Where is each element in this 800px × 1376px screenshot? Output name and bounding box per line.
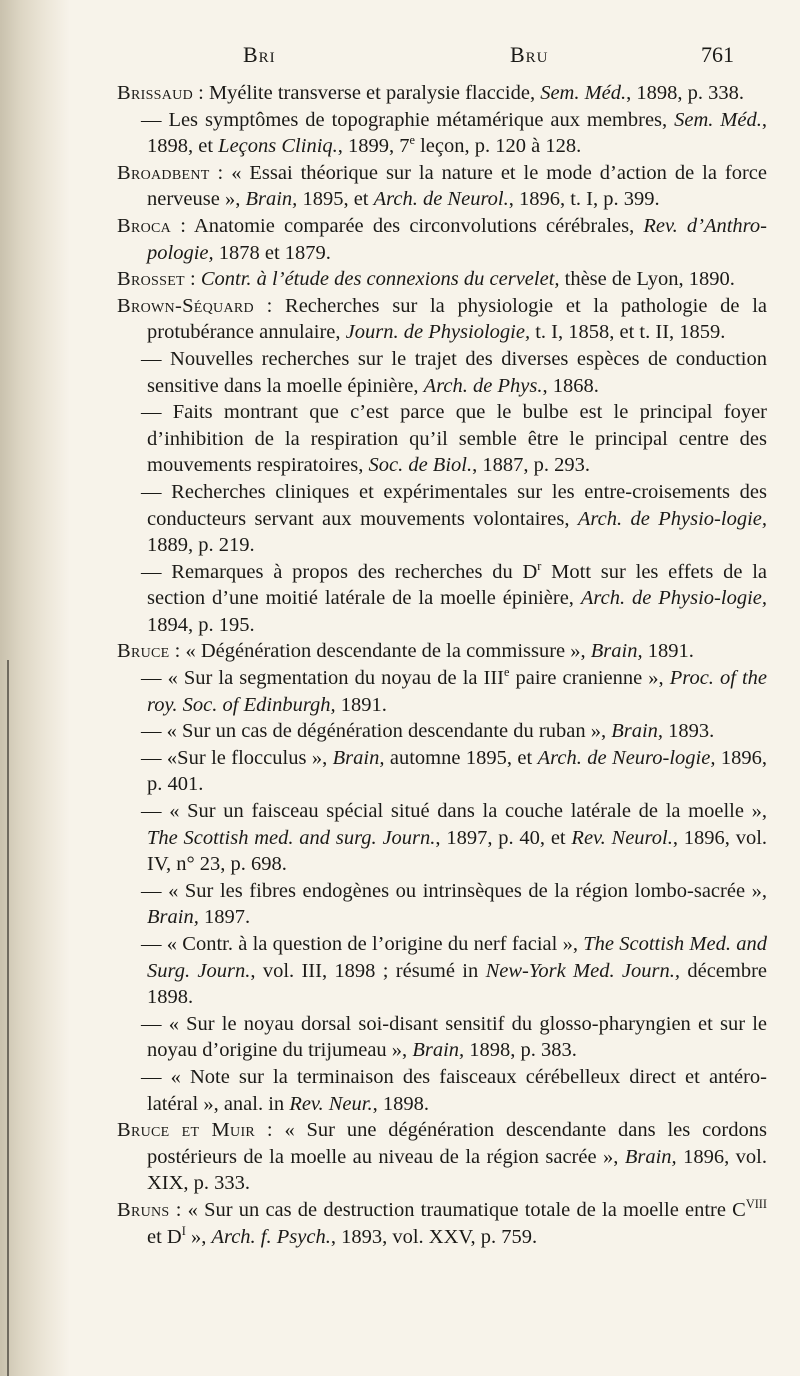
- bib-subentry: [117, 718, 767, 745]
- bibliography-list: [117, 80, 767, 1250]
- superscript: r: [537, 558, 542, 573]
- page-number: 761: [701, 42, 734, 67]
- superscript: e: [504, 665, 510, 680]
- citation-title: Arch. de Neurol.: [373, 188, 509, 211]
- entry-text: , vol. III, 1898 ; résumé in: [250, 959, 486, 982]
- entry-text: 1898, p. 383.: [464, 1039, 577, 1062]
- entry-text: leçon, p. 120 à 128.: [414, 135, 582, 158]
- citation-title: Sem. Méd.: [674, 108, 762, 131]
- header-right-index: Bru: [510, 42, 549, 67]
- superscript: I: [181, 1223, 186, 1238]
- citation-title: Proc. of the roy. Soc. of Edinburgh,: [147, 667, 768, 716]
- entry-text: , 1899, 7: [337, 135, 410, 158]
- bib-entry: [117, 213, 767, 266]
- citation-title: The Scottish Med. and Surg. Journ.: [147, 933, 767, 982]
- entry-text: 1893.: [663, 720, 715, 743]
- entry-text: 1889, p. 219.: [147, 534, 255, 557]
- citation-title: Soc. de Biol.: [368, 454, 473, 477]
- subentry-dash: —: [141, 347, 171, 370]
- entry-text: « Note sur la terminaison des faisceaux cérébelleux direct et antéro-latéral », anal. in: [147, 1065, 767, 1115]
- entry-text: , 1893, vol. XXV, p. 759.: [330, 1225, 538, 1248]
- entry-author: Brown-Séquard: [117, 294, 254, 317]
- entry-text: « Sur un cas de dégénération descendante du ruban »,: [166, 720, 612, 743]
- entry-text: « Sur une dégénération descendante dans les cordons postérieurs de la moelle au niveau de la région sacrée »,: [147, 1119, 767, 1168]
- entry-author: Brosset: [117, 268, 185, 291]
- citation-title: Brain,: [332, 746, 385, 769]
- header-left-index: Bri: [243, 42, 276, 67]
- entry-text: , 1868.: [542, 374, 599, 397]
- entry-text: t. I, 1858, et t. II, 1859.: [530, 321, 726, 344]
- citation-title: Brain,: [412, 1039, 465, 1062]
- entry-text: « Sur un faisceau spécial situé dans la couche latérale de la moelle »,: [169, 800, 768, 823]
- entry-author: Bruns: [117, 1198, 170, 1221]
- entry-text: »,: [185, 1225, 212, 1248]
- citation-title: Arch. f. Psych.: [211, 1225, 331, 1248]
- entry-text: , 1897, p. 40, et: [435, 826, 572, 849]
- entry-text: 1895, et: [297, 188, 374, 211]
- subentry-dash: —: [141, 401, 173, 424]
- bib-subentry: [117, 346, 767, 399]
- superscript: VIII: [745, 1197, 767, 1212]
- author-separator: :: [169, 640, 186, 663]
- bib-entry: [117, 293, 767, 346]
- author-separator: :: [192, 82, 209, 104]
- subentry-dash: —: [141, 933, 167, 955]
- citation-title: Arch. de Neuro-logie,: [537, 746, 716, 769]
- subentry-dash: —: [141, 667, 168, 690]
- citation-title: Brain,: [624, 1145, 677, 1168]
- entry-text: « Contr. à la question de l’origine du nerf facial »,: [166, 933, 584, 955]
- entry-text: « Sur un cas de destruction traumatique totale de la moelle entre C: [187, 1198, 746, 1221]
- entry-text: Les symptômes de topographie métamérique aux membres,: [168, 108, 675, 131]
- entry-author: Broadbent: [117, 161, 210, 184]
- entry-text: , 1898.: [372, 1092, 429, 1115]
- entry-text: paire cranienne »,: [509, 667, 670, 690]
- bib-entry: [117, 1117, 767, 1197]
- subentry-dash: —: [141, 800, 170, 823]
- bib-subentry: [117, 1011, 767, 1064]
- citation-title: Sem. Méd.: [540, 82, 627, 104]
- entry-text: , 1887, p. 293.: [472, 454, 590, 477]
- entry-text: 1894, p. 195.: [147, 613, 255, 636]
- bib-subentry: [117, 479, 767, 559]
- bib-subentry: [117, 931, 767, 1011]
- subentry-dash: —: [141, 480, 172, 503]
- entry-text: Remarques à propos des recherches du D: [171, 560, 538, 583]
- entry-text: Myélite transverse et paralysie flaccide,: [208, 82, 541, 104]
- entry-text: Recherches cliniques et expérimentales sur les entre-croisements des conducteurs servant aux mouvements volontaires,: [147, 480, 768, 530]
- book-spine-shadow: [0, 0, 70, 1376]
- citation-title: New-York Med. Journ.,: [485, 959, 681, 982]
- bib-entry: [117, 1197, 767, 1250]
- subentry-dash: —: [141, 879, 169, 902]
- bib-subentry: [117, 745, 767, 798]
- author-separator: :: [171, 214, 194, 237]
- subentry-dash: —: [141, 720, 167, 743]
- bib-entry: [117, 638, 767, 665]
- citation-title: Arch. de Phys.: [423, 374, 543, 397]
- author-separator: :: [253, 294, 286, 317]
- subentry-dash: —: [141, 560, 172, 583]
- entry-text: « Dégénération descendante de la commissure »,: [185, 640, 591, 663]
- citation-title: Brain,: [245, 188, 298, 211]
- entry-text: « Sur le noyau dorsal soi-disant sensitif du glosso-pharyngien et sur le noyau d’origine du trijumeau »,: [147, 1012, 767, 1062]
- citation-title: Contr. à l’étude des connexions du cervelet,: [200, 268, 560, 291]
- entry-text: Mott sur les effets de la section d’une moitié latérale de la moelle épinière,: [147, 560, 767, 610]
- entry-text: 1891.: [642, 640, 694, 663]
- superscript: e: [409, 133, 415, 148]
- citation-title: Arch. de Physio-logie,: [580, 587, 767, 610]
- bib-subentry: [117, 1064, 767, 1117]
- entry-text: , 1896, vol. IV, n° 23, p. 698.: [147, 826, 768, 876]
- entry-text: , 1898, et: [147, 108, 767, 158]
- bib-subentry: [117, 878, 767, 931]
- entry-text: 1896, vol. XIX, p. 333.: [147, 1145, 767, 1195]
- entry-text: Faits montrant que c’est parce que le bulbe est le principal foyer d’inhibition de la respiration qu’il semble être le principal centre des mouvements respiratoires,: [147, 401, 768, 477]
- entry-text: « Sur les fibres endogènes ou intrinsèques de la région lombo-sacrée »,: [168, 879, 767, 902]
- entry-author: Brissaud: [117, 82, 193, 104]
- citation-title: The Scottish med. and surg. Journ.: [147, 826, 436, 849]
- entry-text: et D: [147, 1225, 182, 1248]
- citation-title: Brain,: [590, 640, 643, 663]
- entry-text: « Sur la segmentation du noyau de la III: [167, 667, 505, 690]
- page-edge-line: [7, 660, 9, 1376]
- entry-author: Bruce et Muir: [117, 1119, 256, 1142]
- entry-text: Recherches sur la physiologie et la pathologie de la protubérance annulaire,: [147, 294, 767, 344]
- entry-text: , 1896, t. I, p. 399.: [508, 188, 660, 211]
- citation-title: Journ. de Physiologie,: [345, 321, 531, 344]
- citation-title: Rev. Neurol.: [571, 826, 673, 849]
- entry-author: Broca: [117, 214, 172, 237]
- bib-subentry: [117, 559, 767, 639]
- subentry-dash: —: [141, 1012, 169, 1035]
- citation-title: Leçons Cliniq.: [218, 135, 338, 158]
- citation-title: Rev. Neur.: [289, 1092, 373, 1115]
- citation-title: Brain,: [147, 906, 199, 929]
- entry-text: 1878 et 1879.: [213, 241, 331, 264]
- entry-text: 1891.: [335, 693, 387, 716]
- entry-text: Anatomie comparée des circonvolutions cérébrales,: [193, 214, 644, 237]
- entry-text: automne 1895, et: [384, 746, 538, 769]
- author-separator: :: [255, 1119, 285, 1142]
- entry-text: 1896, p. 401.: [147, 746, 767, 796]
- subentry-dash: —: [141, 108, 169, 131]
- entry-text: «Sur le flocculus »,: [166, 746, 333, 769]
- author-separator: :: [169, 1198, 188, 1221]
- bib-subentry: [117, 107, 767, 160]
- subentry-dash: —: [141, 746, 167, 769]
- bib-subentry: [117, 399, 767, 479]
- bib-subentry: [117, 665, 767, 718]
- citation-title: Brain,: [611, 720, 664, 743]
- entry-text: , 1898, p. 338.: [626, 82, 745, 104]
- entry-text: Nouvelles recherches sur le trajet des diverses espèces de conduction sensitive dans la moelle épinière,: [147, 347, 768, 397]
- citation-title: Rev. d’Anthro-pologie,: [147, 214, 767, 264]
- bib-entry: [117, 80, 767, 107]
- entry-author: Bruce: [117, 640, 170, 663]
- author-separator: :: [209, 161, 232, 184]
- entry-text: décembre 1898.: [147, 959, 768, 1009]
- subentry-dash: —: [141, 1065, 171, 1088]
- bib-entry: [117, 266, 767, 293]
- author-separator: :: [184, 268, 201, 291]
- running-header: [0, 42, 800, 72]
- entry-text: « Essai théorique sur la nature et le mode d’action de la force nerveuse »,: [147, 161, 767, 211]
- bib-subentry: [117, 798, 767, 878]
- bib-entry: [117, 160, 767, 213]
- citation-title: Arch. de Physio-logie,: [577, 507, 767, 530]
- entry-text: thèse de Lyon, 1890.: [559, 268, 735, 291]
- entry-text: 1897.: [198, 906, 251, 929]
